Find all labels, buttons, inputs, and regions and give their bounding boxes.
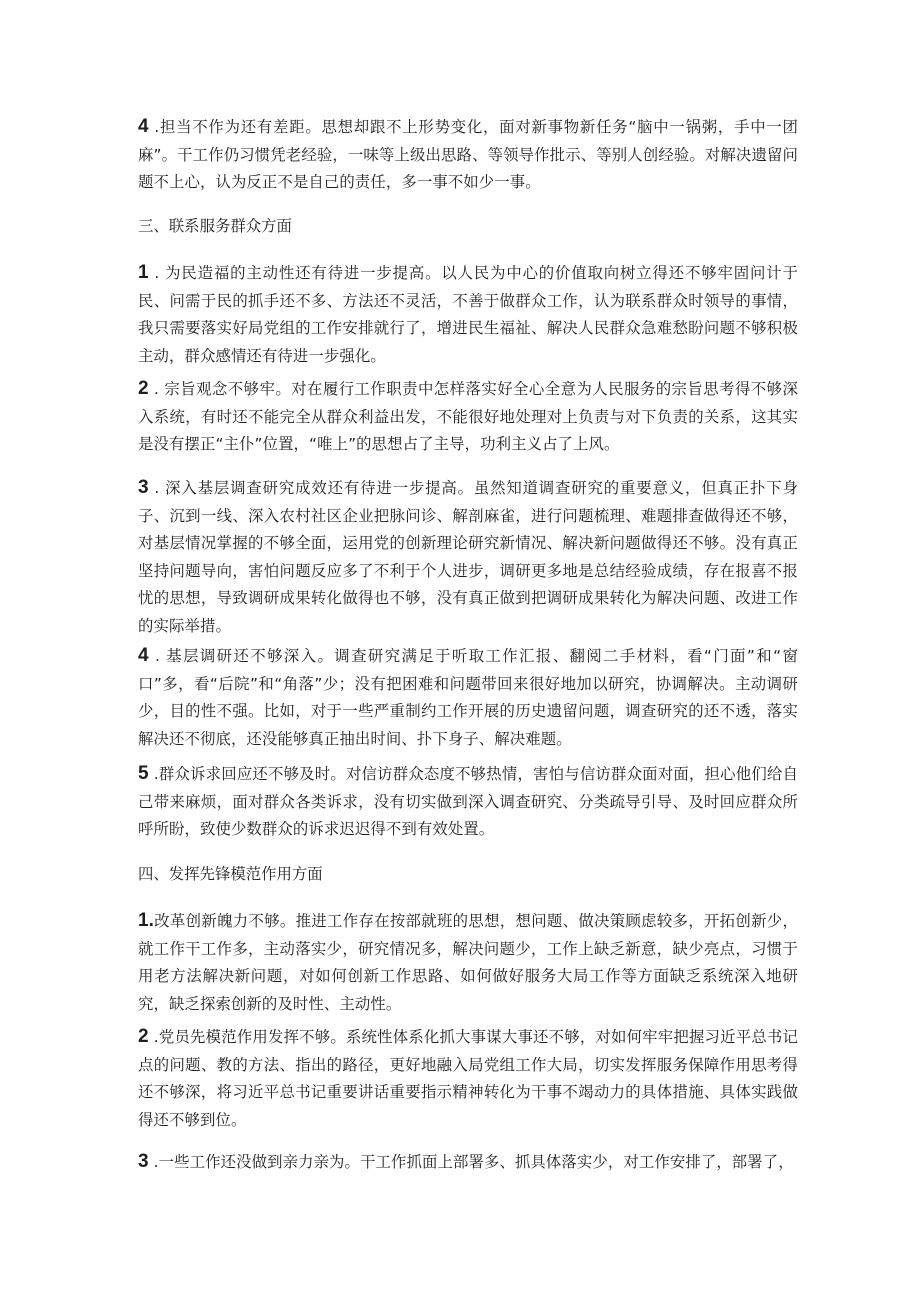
item-number: 2 [138, 1026, 149, 1047]
paragraph-text: .群众诉求回应还不够及时。对信访群众态度不够热情，害怕与信访群众面对面，担心他们给自己带来麻烦，面对群众各类诉求，没有切实做到深入调查研究、分类疏导引导、及时回应群众所呼所盼，致使少数群众的诉求迟迟得不到有效处置。 [138, 765, 798, 838]
section-heading-4: 四、发挥先锋模范作用方面 [138, 865, 323, 883]
item-number: 5 [138, 763, 149, 784]
item-number: 4 [138, 116, 149, 137]
paragraph-text: . 宗旨观念不够牢。对在履行工作职责中怎样落实好全心全意为人民服务的宗旨思考得不够深入系统，有时还不能完全从群众利益出发，不能很好地处理对上负责与对下负责的关系，这其实是没有摆正“主仆”位置，“唯上”的思想占了主导，功利主义占了上风。 [138, 380, 798, 453]
paragraph-s4-2 [138, 1023, 798, 1134]
item-number: 4 [138, 645, 149, 666]
section-heading-3: 三、联系服务群众方面 [138, 217, 292, 235]
paragraph-s3-4 [138, 642, 798, 753]
item-number: 3 [138, 477, 149, 498]
item-number: 1. [138, 910, 155, 931]
paragraph-s4-3 [138, 1148, 798, 1177]
paragraph-text: 改革创新魄力不够。推进工作存在按部就班的思想，想问题、做决策顾虑较多，开拓创新少，就工作干工作多，主动落实少，研究情况多，解决问题少，工作上缺乏新意，缺少亮点，习惯于用老方法解决新问题，对如何创新工作思路、如何做好服务大局工作等方面缺乏系统深入地研究，缺乏探索创新的及时性、主动性。 [138, 912, 798, 1013]
paragraph-s3-5 [138, 760, 798, 844]
item-number: 2 [138, 378, 149, 399]
paragraph-text: . 基层调研还不够深入。调查研究满足于听取工作汇报、翻阅二手材料，看“门面”和“窗口”多，看“后院”和“角落”少；没有把困难和问题带回来很好地加以研究，协调解决。主动调研少，目的性不强。比如，对于一些严重制约工作开展的历史遗留问题，调查研究的还不透，落实解决还不彻底，还没能够真正抽出时间、扑下身子、解决难题。 [138, 647, 798, 748]
paragraph-text: .党员先模范作用发挥不够。系统性体系化抓大事谋大事还不够，对如何牢牢把握习近平总书记点的问题、教的方法、指出的路径，更好地融入局党组工作大局，切实发挥服务保障作用思考得还不够深，将习近平总书记重要讲话重要指示精神转化为干事不竭动力的具体措施、具体实践做得还不够到位。 [138, 1028, 798, 1129]
item-number: 1 [138, 262, 149, 283]
paragraph-text: .担当不作为还有差距。思想却跟不上形势变化，面对新事物新任务“脑中一锅粥，手中一团麻”。干工作仍习惯凭老经验，一味等上级出思路、等领导作批示、等别人创经验。对解决遗留问题不上心，认为反正不是自己的责任，多一事不如少一事。 [138, 118, 798, 191]
paragraph-text: .一些工作还没做到亲力亲为。干工作抓面上部署多、抓具体落实少，对工作安排了，部署了， [148, 1153, 794, 1171]
paragraph-s1-4 [138, 113, 798, 197]
paragraph-s3-2 [138, 375, 798, 459]
item-number: 3 [138, 1151, 149, 1172]
paragraph-s4-1 [138, 907, 798, 1018]
paragraph-text: . 为民造福的主动性还有待进一步提高。以人民为中心的价值取向树立得还不够牢固问计于民、问需于民的抓手还不多、方法还不灵活，不善于做群众工作，认为联系群众时领导的事情，我只需要落实好局党组的工作安排就行了，增进民生福祉、解决人民群众急难愁盼问题不够积极主动，群众感情还有待进一步强化。 [138, 264, 798, 365]
paragraph-s3-1 [138, 259, 798, 370]
paragraph-text: . 深入基层调查研究成效还有待进一步提高。虽然知道调查研究的重要意义，但真正扑下身子、沉到一线、深入农村社区企业把脉问诊、解剖麻雀，进行问题梳理、难题排查做得还不够，对基层情况掌握的不够全面，运用党的创新理论研究新情况、解决新问题做得还不够。没有真正坚持问题导向，害怕问题反应多了不利于个人进步，调研更多地是总结经验成绩，存在报喜不报忧的思想，导致调研成果转化做得也不够，没有真正做到把调研成果转化为解决问题、改进工作的实际举措。 [138, 479, 798, 635]
paragraph-s3-3 [138, 474, 798, 640]
